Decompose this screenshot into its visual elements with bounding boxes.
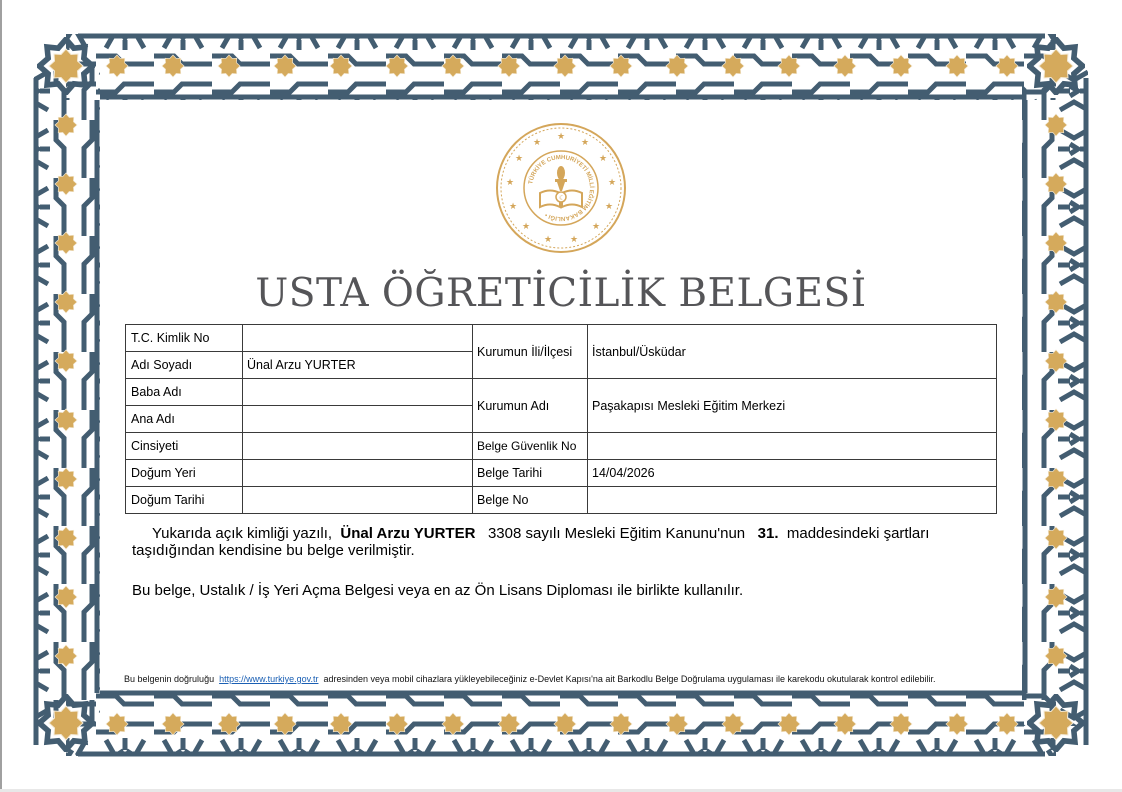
- svg-text:★: ★: [532, 138, 542, 148]
- value-dogum-tarihi: [243, 487, 473, 514]
- ministry-seal-emblem: [494, 121, 628, 255]
- svg-text:★: ★: [514, 154, 524, 164]
- svg-text:★: ★: [591, 222, 601, 232]
- statement-part3: maddesindeki şartları taşıdığından kendisine bu belge verilmiştir.: [132, 525, 930, 559]
- value-adi-soyadi: Ünal Arzu YURTER: [243, 352, 473, 379]
- statement-holder-name: Ünal Arzu YURTER: [340, 525, 476, 542]
- svg-text:TÜRKİYE CUMHURİYETİ MİLLİ EĞİT: TÜRKİYE CUMHURİYETİ MİLLİ EĞİTİM BAKANLIĞI •: [528, 154, 595, 222]
- identity-table: [125, 324, 997, 514]
- value-kurumun-adi: Paşakapısı Mesleki Eğitim Merkezi: [588, 379, 997, 433]
- label-tc-kimlik-no: T.C. Kimlik No: [126, 325, 243, 352]
- turkiye-gov-link[interactable]: https://www.turkiye.gov.tr: [219, 674, 319, 684]
- svg-text:★: ★: [607, 178, 617, 188]
- usage-note: Bu belge, Ustalık / İş Yeri Açma Belgesi veya en az Ön Lisans Diploması ile birlikte kullanılır.: [132, 582, 744, 599]
- svg-text:★: ★: [556, 132, 566, 142]
- statement-part1: Yukarıda açık kimliği yazılı,: [152, 525, 333, 542]
- label-belge-tarihi: Belge Tarihi: [473, 460, 588, 487]
- value-baba-adi: [243, 379, 473, 406]
- verification-suffix: adresinden veya mobil cihazlara yükleyebileceğiniz e-Devlet Kapısı'na ait Barkodlu Belge Doğrulama uygulaması ile karekodu okutularak kontrol edilebilir.: [323, 674, 936, 684]
- document-title: USTA ÖĞRETİCİLİK BELGESİ: [255, 271, 867, 316]
- label-belge-no: Belge No: [473, 487, 588, 514]
- label-belge-guvenlik-no: Belge Güvenlik No: [473, 433, 588, 460]
- label-dogum-yeri: Doğum Yeri: [126, 460, 243, 487]
- svg-text:☾: ☾: [559, 194, 566, 202]
- value-ana-adi: [243, 406, 473, 433]
- svg-text:★: ★: [508, 202, 518, 212]
- svg-text:★: ★: [505, 178, 515, 188]
- label-adi-soyadi: Adı Soyadı: [126, 352, 243, 379]
- statement-part2: 3308 sayılı Mesleki Eğitim Kanunu'nun: [487, 525, 746, 542]
- label-baba-adi: Baba Adı: [126, 379, 243, 406]
- certification-statement: [132, 525, 998, 559]
- svg-text:★: ★: [604, 202, 614, 212]
- verification-note: [124, 674, 936, 684]
- value-belge-tarihi: 14/04/2026: [588, 460, 997, 487]
- svg-text:★: ★: [521, 222, 531, 232]
- svg-text:★: ★: [598, 154, 608, 164]
- label-kurumun-adi: Kurumun Adı: [473, 379, 588, 433]
- value-belge-no: [588, 487, 997, 514]
- value-belge-guvenlik-no: [588, 433, 997, 460]
- value-kurumun-ili-ilcesi: İstanbul/Üsküdar: [588, 325, 997, 379]
- label-cinsiyeti: Cinsiyeti: [126, 433, 243, 460]
- value-cinsiyeti: [243, 433, 473, 460]
- svg-text:★: ★: [569, 235, 579, 245]
- label-ana-adi: Ana Adı: [126, 406, 243, 433]
- label-dogum-tarihi: Doğum Tarihi: [126, 487, 243, 514]
- value-dogum-yeri: [243, 460, 473, 487]
- svg-text:★: ★: [580, 138, 590, 148]
- value-tc-kimlik-no: [243, 325, 473, 352]
- label-kurumun-ili-ilcesi: Kurumun İli/İlçesi: [473, 325, 588, 379]
- verification-prefix: Bu belgenin doğruluğu: [124, 674, 215, 684]
- svg-text:★: ★: [543, 235, 553, 245]
- statement-article-number: 31.: [757, 525, 779, 542]
